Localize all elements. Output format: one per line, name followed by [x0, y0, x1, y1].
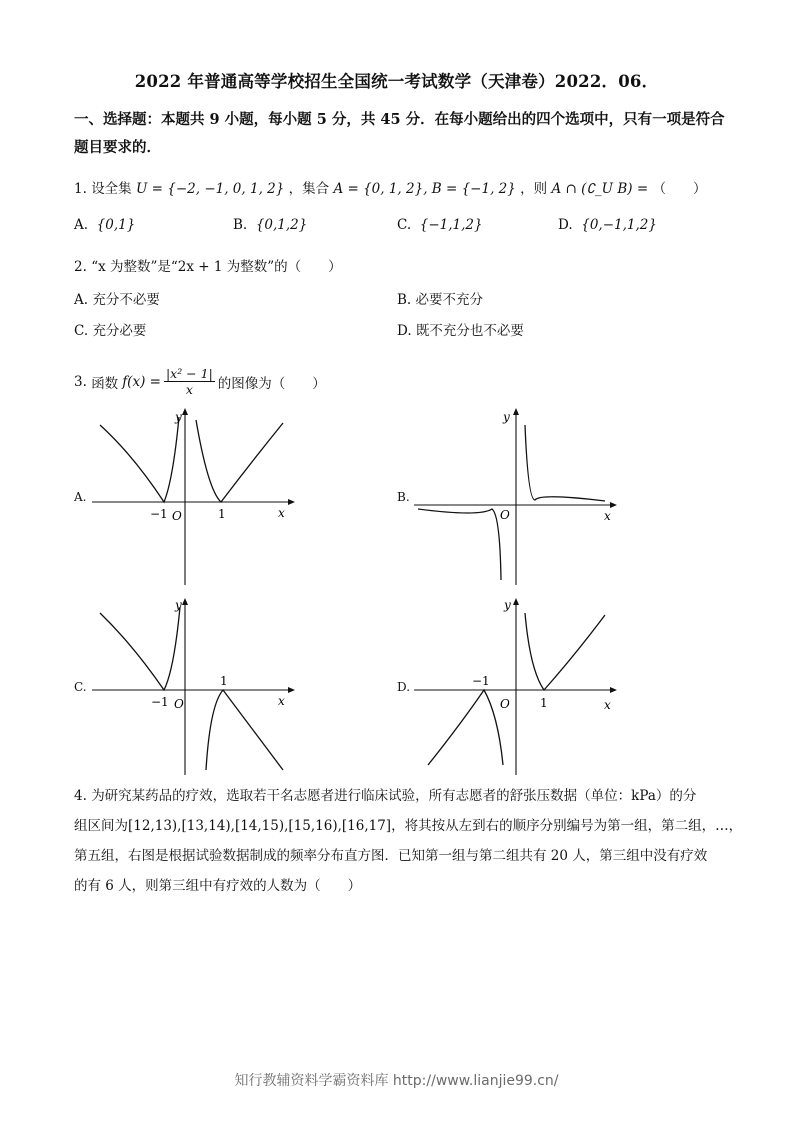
question-4-line-1	[74, 781, 724, 811]
graph-d[interactable]	[410, 595, 620, 780]
option-label: B.	[397, 292, 412, 308]
option-value: 必要不充分	[415, 292, 484, 308]
origin-label: O	[500, 697, 510, 711]
option-value: {0,1}	[96, 217, 136, 233]
tick-neg-one: −1	[472, 674, 490, 688]
question-2-number: 2.	[74, 259, 87, 275]
option-value: 充分必要	[92, 323, 147, 339]
curve-right	[206, 690, 283, 770]
question-1-mid: ，集合	[288, 181, 330, 197]
question-4-line-2: 组区间为[12,13),[13,14),[14,15),[15,16),[16,17]，将其按从左到右的顺序分别编号为第一组，第二组，…，	[74, 818, 743, 834]
curve-right	[525, 425, 605, 501]
curve-left	[418, 509, 501, 580]
tick-one: 1	[540, 696, 548, 710]
question-1-option-c[interactable]	[397, 217, 483, 233]
question-4-number: 4.	[74, 788, 87, 804]
origin-label: O	[500, 508, 510, 522]
question-3-fraction	[164, 366, 215, 397]
question-1-paren: （ ）	[652, 181, 707, 197]
question-2-option-b[interactable]	[397, 288, 483, 308]
question-2-option-a[interactable]	[74, 288, 160, 308]
option-value: 既不充分也不必要	[415, 323, 524, 339]
option-label: A.	[74, 217, 89, 233]
tick-one: 1	[218, 507, 226, 521]
question-3-func: f(x) =	[122, 373, 161, 390]
question-2-option-d[interactable]	[397, 319, 524, 339]
curve-left	[100, 417, 179, 502]
curve-right	[196, 420, 283, 502]
footer-watermark: 知行教辅资料学霸资料库 http://www.lianjie99.cn/	[234, 1073, 559, 1089]
curve-left	[100, 607, 180, 690]
graph-b-label[interactable]: B.	[397, 490, 410, 504]
y-axis-label: y	[175, 598, 182, 612]
question-3-tail: 的图像为（ ）	[217, 375, 326, 392]
curve-right	[525, 613, 605, 690]
question-2-stem	[74, 255, 342, 275]
question-1-number: 1.	[74, 181, 87, 197]
graph-c[interactable]	[88, 595, 298, 780]
tick-neg-one: −1	[151, 695, 169, 709]
question-2-text: “x 为整数”是“2x + 1 为整数”的（ ）	[91, 259, 342, 275]
x-axis-label: x	[604, 509, 611, 523]
x-axis-label: x	[604, 698, 611, 712]
option-value: 充分不必要	[92, 292, 160, 308]
option-value: {−1,1,2}	[419, 217, 483, 233]
origin-label: O	[172, 509, 182, 523]
tick-one: 1	[220, 674, 228, 688]
y-axis-label: y	[504, 598, 511, 612]
option-label: D.	[558, 217, 573, 233]
question-1-set-ab: A = {0, 1, 2}, B = {−1, 2}	[333, 181, 516, 197]
fraction-denominator: x	[185, 382, 193, 397]
question-2-option-c[interactable]	[74, 319, 146, 339]
section-heading: 一、选择题：本题共 9 小题，每小题 5 分，共 45 分．在每小题给出的四个选项中，只有一项是符合题目要求的．	[74, 111, 725, 156]
graph-a[interactable]	[88, 405, 298, 590]
option-label: B.	[233, 217, 248, 233]
question-1-option-b[interactable]	[233, 217, 307, 233]
option-value: {0,1,2}	[255, 217, 308, 233]
graph-a-label[interactable]: A.	[74, 490, 87, 504]
page-title: 2022 年普通高等学校招生全国统一考试数学（天津卷）2022．06．	[134, 72, 659, 91]
curve-left	[428, 690, 503, 765]
option-label: C.	[74, 323, 89, 339]
graph-d-label[interactable]: D.	[397, 680, 411, 694]
question-4-text-1: 为研究某药品的疗效，选取若干名志愿者进行临床试验，所有志愿者的舒张压数据（单位：kPa）的分	[91, 788, 697, 804]
option-label: A.	[74, 292, 89, 308]
question-4-line-3: 第五组，右图是根据试验数据制成的频率分布直方图．已知第一组与第二组共有 20 人，第三组中没有疗效	[74, 848, 708, 864]
x-axis-label: x	[278, 506, 285, 520]
y-axis-label: y	[503, 410, 510, 424]
question-3-lead: 函数	[91, 375, 119, 392]
question-4-stem	[74, 781, 743, 901]
question-1-set-u: U = {−2, −1, 0, 1, 2}	[135, 181, 285, 197]
question-1-expr: A ∩ (∁_U B) =	[551, 181, 649, 197]
question-1-lead: 设全集	[91, 181, 132, 197]
question-4-line-4: 的有 6 人，则第三组中有疗效的人数为（ ）	[74, 878, 362, 894]
graph-b[interactable]	[410, 405, 620, 590]
y-axis-label: y	[175, 410, 182, 424]
x-axis-label: x	[278, 694, 285, 708]
question-3-number: 3.	[74, 373, 87, 390]
option-label: C.	[397, 217, 412, 233]
tick-neg-one: −1	[150, 507, 168, 521]
question-1-stem	[74, 177, 706, 197]
option-label: D.	[397, 323, 412, 339]
question-1-option-d[interactable]	[558, 217, 657, 233]
origin-label: O	[174, 697, 184, 711]
question-1-then: ，则	[520, 181, 548, 197]
question-3-stem	[74, 366, 326, 397]
fraction-numerator: |x² − 1|	[165, 366, 213, 381]
question-1-option-a[interactable]	[74, 217, 135, 233]
graph-c-label[interactable]: C.	[74, 680, 87, 694]
option-value: {0,−1,1,2}	[581, 217, 657, 233]
